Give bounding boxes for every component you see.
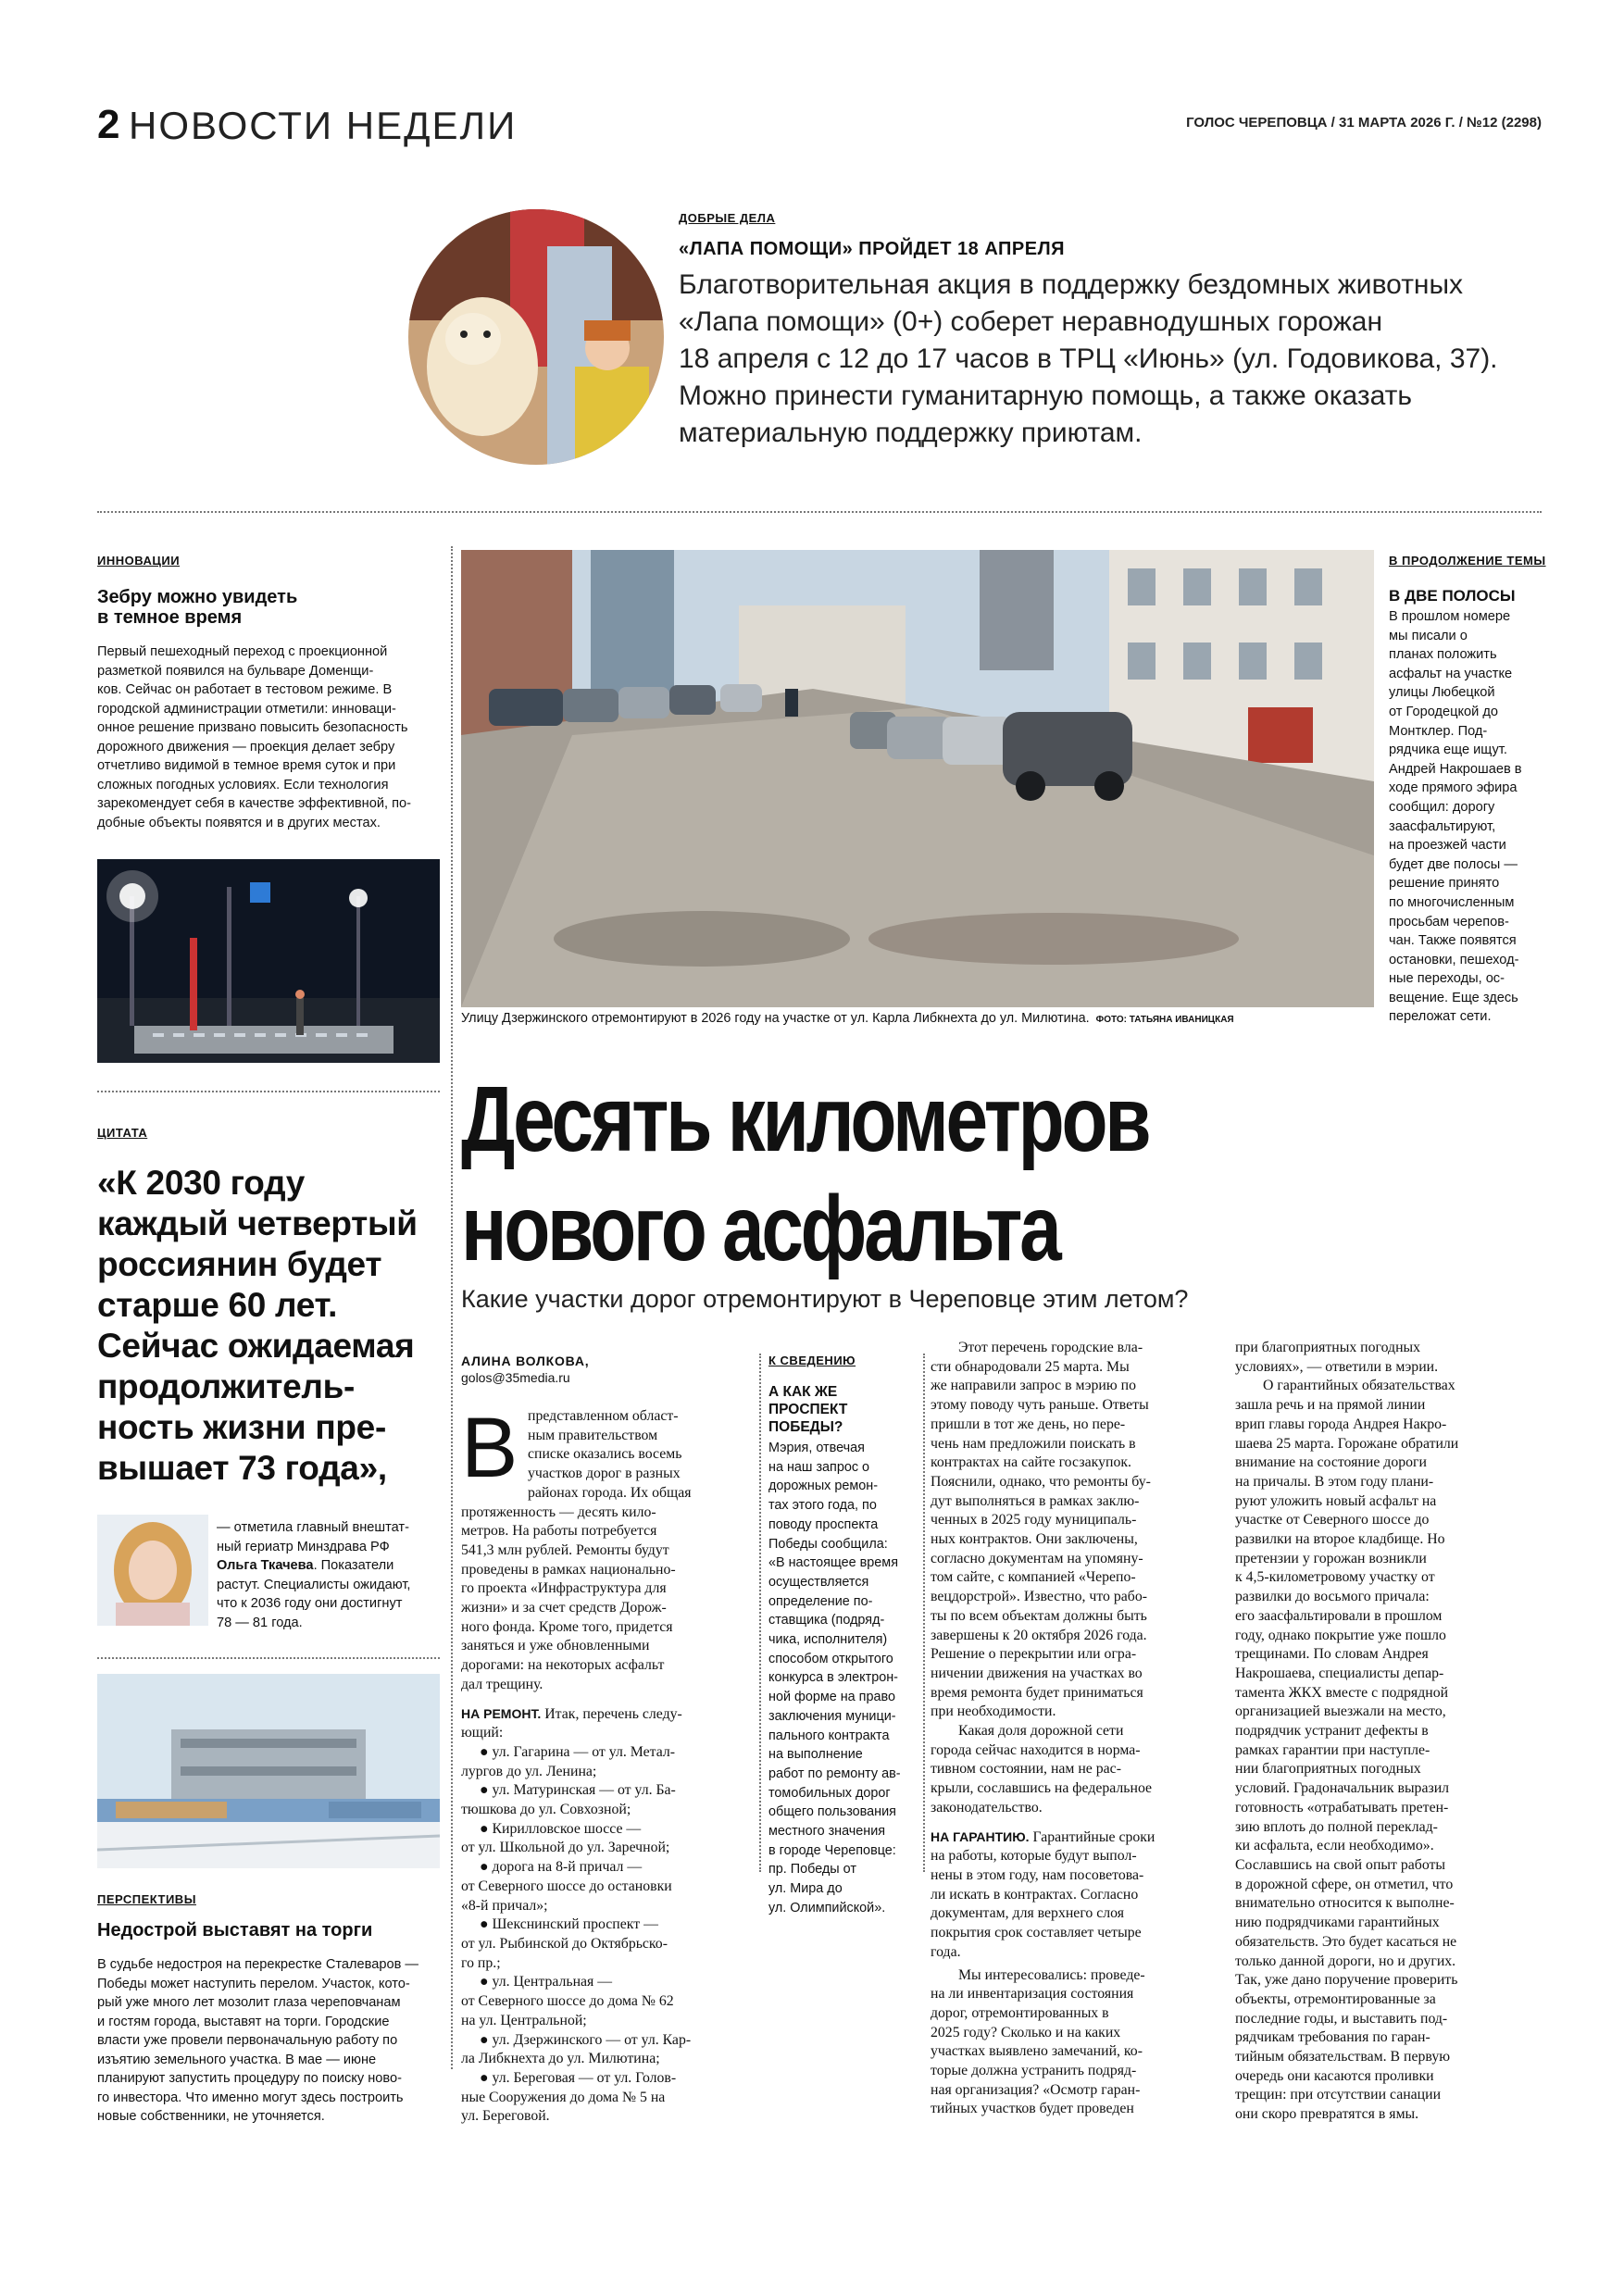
text-line: условий. Градоначальник выразил [1235, 1780, 1450, 1797]
text-line: Этот перечень городские вла- [958, 1340, 1143, 1355]
text-line: сложных погодных условиях. Если технология [97, 777, 389, 792]
text-line: ли искать в контрактах. Согласно [931, 1886, 1139, 1903]
sidebar-title [768, 1383, 847, 1436]
lead-na-garantiyu: НА ГАРАНТИЮ. [931, 1828, 1030, 1844]
text-line: россиянин будет [97, 1245, 382, 1283]
text-line: Решение о перекрытии или огра- [931, 1646, 1137, 1663]
text-line: тийным обязательствам. В первую [1235, 2049, 1451, 2065]
text-line: зарекомендует себя в качестве эффективной, по- [97, 796, 411, 811]
text-line: власти уже провели первоначальную работу по [97, 2033, 398, 2048]
text-line: дорогами: на некоторых асфальт [461, 1657, 665, 1674]
continuation-title: В ДВЕ ПОЛОСЫ [1389, 587, 1516, 605]
text-line: же направили запрос в мэрию по [931, 1378, 1136, 1394]
text-line: нового асфальта [461, 1177, 1059, 1280]
text-line: организацией выезжали на место, [1235, 1703, 1446, 1720]
text-line: Так, уже дано поручение проверить [1235, 1972, 1458, 1989]
text-line: ПОБЕДЫ? [768, 1419, 843, 1435]
info-rubric: К СВЕДЕНИЮ [768, 1354, 856, 1367]
quote-attribution: — отметила главный внештат- ный гериатр Минздрава РФ Ольга Ткачева. Показатели растут. Специалисты ожидают, что к 2036 году они достигнут 78 — 81 года. [217, 1518, 448, 1632]
text-line: ● ул. Гагарина — от ул. Метал- [480, 1743, 675, 1760]
text-line: трещинами. По словам Андрея [1235, 1646, 1429, 1663]
text-line: дорожного движения — проекция делает зебру [97, 739, 395, 755]
text-line: чень нам предложили поискать в [931, 1435, 1136, 1452]
innovations-text [97, 643, 440, 832]
perspectives-rubric: ПЕРСПЕКТИВЫ [97, 1892, 196, 1906]
text-line: Андрей Накрошаев в [1389, 761, 1522, 777]
text-line: ки асфальта, если необходимо». [1235, 1838, 1434, 1854]
text-line: ла Либкнехта до ул. Милютина; [461, 2051, 660, 2067]
construction-photo [97, 1674, 440, 1868]
author-email: golos@35media.ru [461, 1370, 570, 1385]
text-line: развилки до восьмого причала: [1235, 1589, 1430, 1605]
text-line: к 4,5-километровому участку от [1235, 1569, 1435, 1586]
text-line: жизни» и за счет средств Дорож- [461, 1600, 667, 1616]
text-line: том сайте, с компанией «Черепо- [931, 1569, 1136, 1586]
night-crosswalk-photo [97, 859, 440, 1063]
text-line: на работы, которые будут выпол- [931, 1848, 1137, 1865]
quote-rubric: ЦИТАТА [97, 1126, 148, 1140]
text-line: Победы может наступить перелом. Участок, кото- [97, 1976, 410, 1991]
text-line: ющий: [461, 1725, 504, 1741]
good-deeds-photo [408, 209, 664, 465]
innovations-rubric: ИННОВАЦИИ [97, 554, 181, 568]
text-line: на ли инвентаризация состояния [931, 1986, 1134, 2003]
text-line: от Северного шоссе до остановки [461, 1878, 672, 1894]
text-line: ● ул. Дзержинского — от ул. Кар- [480, 2031, 692, 2048]
text-line: сти обнародовали 25 марта. Мы [931, 1358, 1130, 1375]
sidebar-text [768, 1439, 917, 1918]
perspectives-text [97, 1955, 449, 2127]
article-subtitle: Какие участки дорог отремонтируют в Череповце этим летом? [461, 1285, 1189, 1313]
text-line: Можно принести гуманитарную помощь, а также оказать [679, 381, 1413, 411]
text-line: В прошлом номере [1389, 609, 1511, 624]
text-line: нены в этом году, нам посоветова- [931, 1866, 1144, 1883]
text-line: заняться и уже обновленными [461, 1638, 650, 1654]
text-line: Мы интересовались: проведе- [958, 1966, 1145, 1983]
lead-na-remont: НА РЕМОНТ. [461, 1705, 542, 1721]
text-line: руют уложить новый асфальт на [1235, 1492, 1437, 1509]
text-line: очередь они касаются проливки [1235, 2067, 1434, 2084]
text-line: го пр.; [461, 1954, 501, 1971]
text-line: ный гериатр Минздрава РФ [217, 1539, 390, 1554]
text-line: тах этого года, по [768, 1498, 877, 1514]
page-header [97, 100, 1542, 152]
text-line: Монтклер. Под- [1389, 723, 1488, 739]
text-line: ● ул. Матуринская — от ул. Ба- [480, 1782, 676, 1799]
text-line: покрытия срок составляет четыре [931, 1925, 1142, 1941]
text-line: новые собственники, не уточняется. [97, 2109, 325, 2124]
text-line: его заасфальтировали в прошлом [1235, 1607, 1443, 1624]
text-line: способом открытого [768, 1651, 893, 1666]
text-line: зию вплоть до полной переклад- [1235, 1818, 1438, 1835]
text-line: ные переходы, ос- [1389, 971, 1505, 987]
text-line: этому поводу чуть раньше. Ответы [931, 1397, 1149, 1414]
text-line: вышает 73 года», [97, 1449, 387, 1487]
text-line: онное решение призвано повысить безопасность [97, 720, 408, 735]
text-line: согласно документам на упомяну- [931, 1550, 1143, 1566]
text-line: трещин: при отсутствии санации [1235, 2087, 1442, 2103]
text-line: томобильных дорог [768, 1785, 891, 1801]
text-line: рядчикам требования по гаран- [1235, 2029, 1430, 2046]
text-line: общего пользования [768, 1804, 896, 1820]
text-line: добные объекты появятся и в других местах. [97, 815, 381, 830]
text-line: году, однако покрытие уже пошло [1235, 1627, 1446, 1643]
text-line: планируют запустить процедуру по поиску ново- [97, 2071, 402, 2086]
text-line: развилки на второе кладбище. Но [1235, 1531, 1445, 1548]
text-line: пр. Победы от [768, 1862, 856, 1878]
section-divider [97, 511, 1542, 513]
text-line: крыли, сославшись на федеральное [931, 1780, 1153, 1797]
text-line: городской администрации отметили: инноваци- [97, 701, 396, 717]
text-line: ков. Сейчас он работает в тестовом режиме. В [97, 682, 393, 697]
text-line: условиях», — ответили в мэрии. [1235, 1358, 1439, 1375]
text-line: переложат сети. [1389, 1009, 1492, 1025]
text-line: Зебру можно увидеть [97, 587, 298, 607]
text-line: на ул. Центральной; [461, 2012, 587, 2028]
page-number: 2 [97, 102, 120, 147]
text-line: внимательно относится к выполне- [1235, 1895, 1455, 1912]
text-line: Сославшись на свой опыт работы [1235, 1856, 1446, 1873]
text-line: каждый четвертый [97, 1204, 418, 1242]
text-line: объекты, отремонтированные за [1235, 1990, 1436, 2007]
text-line: работ по ремонту ав- [768, 1766, 901, 1781]
text-line: они скоро превратятся в ямы. [1235, 2106, 1419, 2123]
text-line: тийных участков будет проведен [931, 2101, 1134, 2117]
byline [461, 1354, 589, 1385]
text-line: остановки, пешеход- [1389, 952, 1519, 967]
article-col4 [1235, 1339, 1541, 2125]
author: АЛИНА ВОЛКОВА, [461, 1354, 590, 1368]
text-line: в темное время [97, 607, 243, 628]
text-line: законодательство. [931, 1799, 1043, 1816]
text-line: ность жизни пре- [97, 1408, 386, 1446]
text-line: местного значения [768, 1824, 886, 1840]
text-line: ным правительством [528, 1427, 658, 1443]
photo-credit: ФОТО: ТАТЬЯНА ИВАНИЦКАЯ [1095, 1015, 1234, 1025]
text-line: претензии у горожан возникли [1235, 1550, 1427, 1566]
text-line: ного фонда. Кроме того, придется [461, 1618, 673, 1635]
text-line: тамента ЖКХ вместе с подрядной [1235, 1684, 1449, 1701]
text-line: от ул. Рыбинской до Октябрьско- [461, 1935, 668, 1952]
text-line: Десять километров [461, 1067, 1149, 1171]
text-line: документам, для верхнего слоя [931, 1905, 1125, 1922]
text-line: заключения муници- [768, 1708, 896, 1724]
text-line: О гарантийных обязательствах [1263, 1378, 1455, 1394]
text-line: на выполнение [768, 1747, 863, 1763]
text-line: ставщика (подряд- [768, 1613, 885, 1628]
text-line: «8-й причал»; [461, 1897, 548, 1914]
text-line: ● Кирилловское шоссе — [480, 1820, 642, 1837]
text-line: чика, исполнителя) [768, 1632, 888, 1648]
text-line: А КАК ЖЕ [768, 1384, 838, 1400]
text-line: последние годы, и выставить под- [1235, 2010, 1448, 2027]
text-line: подрядчик устранит дефекты в [1235, 1723, 1429, 1740]
article-col3 [931, 1339, 1227, 2119]
text-line: на причалы. В этом году плани- [1235, 1473, 1434, 1490]
text-line: Гарантийные сроки [1029, 1828, 1156, 1845]
text-line: завершены к 20 октября 2026 года. [931, 1627, 1147, 1643]
text-line: участке от Северного шоссе до [1235, 1512, 1430, 1529]
text-line: Пояснили, однако, что ремонты бу- [931, 1473, 1151, 1490]
text-line: и гостям города, выставят на торги. Городские [97, 2014, 390, 2029]
text-line: что к 2036 году они достигнут [217, 1596, 403, 1611]
text-line: Победы сообщила: [768, 1536, 888, 1552]
text-line: ных контрактов. Они заключены, [931, 1531, 1138, 1548]
text-line: зашла речь и на прямой линии [1235, 1397, 1426, 1414]
text-line: время ремонта будет приниматься [931, 1684, 1143, 1701]
text-line: В судьбе недостроя на перекрестке Сталеваров — [97, 1957, 418, 1972]
text-line: от Северного шоссе до дома № 62 [461, 1993, 674, 2010]
left-divider-2 [97, 1657, 440, 1659]
text-line: представленном област- [528, 1408, 679, 1424]
text-line: изъятию земельного участка. В мае — июне [97, 2052, 377, 2067]
text-line: чан. Также появятся [1389, 933, 1517, 949]
text-line: проведены в рамках национально- [461, 1561, 676, 1578]
text-line: ные Сооружения до дома № 5 на [461, 2089, 666, 2105]
text-line: продолжитель- [97, 1367, 356, 1405]
text-line: города сейчас находится в норма- [931, 1741, 1141, 1758]
text-line: ченных в 2025 году муниципаль- [931, 1512, 1137, 1529]
text-line: поводу проспекта [768, 1516, 879, 1532]
quote-attr-name: Ольга Ткачева [217, 1558, 314, 1573]
text-line: асфальт на участке [1389, 666, 1513, 681]
text-line: сообщил: дорогу [1389, 799, 1495, 815]
dropcap: В [461, 1401, 518, 1495]
text-line: отчетливо видимой в темное время суток и при [97, 758, 396, 773]
main-photo-caption [461, 1011, 1378, 1026]
text-line: осуществляется [768, 1574, 869, 1590]
text-line: Накрошаева, специалисты депар- [1235, 1665, 1444, 1681]
text-line: нии благоприятных погодных [1235, 1761, 1421, 1778]
text-line: ул. Береговой. [461, 2108, 550, 2125]
text-line: списке оказались восемь [528, 1446, 682, 1463]
text-line: шаева 25 марта. Горожане обратили [1235, 1435, 1459, 1452]
text-line: дут выполняться в рамках заклю- [931, 1492, 1140, 1509]
text-line: 18 апреля с 12 до 17 часов в ТРЦ «Июнь» (ул. Годовикова, 37). [679, 343, 1498, 374]
text-line: 541,3 млн рублей. Ремонты будут [461, 1541, 669, 1558]
good-deeds-title: «ЛАПА ПОМОЩИ» ПРОЙДЕТ 18 АПРЕЛЯ [679, 239, 1065, 259]
text-line: вецдорстрой». Известно, что рабо- [931, 1589, 1147, 1605]
text-line: ничении движения на участках во [931, 1665, 1143, 1681]
text-line: материальную поддержку приютам. [679, 418, 1143, 448]
text-line: го проекта «Инфраструктура для [461, 1580, 667, 1597]
text-line: ПРОСПЕКТ [768, 1402, 848, 1417]
text-line: рядчика еще ищут. [1389, 742, 1507, 758]
text-line: нию подрядчиками гарантийных [1235, 1915, 1440, 1931]
text-line: ● Шекснинский проспект — [480, 1916, 658, 1933]
text-line: районах города. Их общая [528, 1484, 692, 1501]
text-line: — отметила главный внештат- [217, 1520, 409, 1535]
text-line: планах положить [1389, 647, 1497, 663]
text-line: при необходимости. [931, 1703, 1056, 1720]
article-headline [461, 1065, 1342, 1283]
perspectives-title: Недострой выставят на торги [97, 1920, 373, 1940]
text-line: ● ул. Береговая — от ул. Голов- [480, 2069, 677, 2086]
text-line: Сейчас ожидаемая [97, 1327, 415, 1365]
main-street-photo [461, 550, 1374, 1007]
text-line: от Городецкой до [1389, 704, 1498, 719]
masthead: ГОЛОС ЧЕРЕПОВЦА / 31 МАРТА 2026 Г. / №12 (2298) [1186, 115, 1542, 131]
text-line: метров. На работы потребуется [461, 1523, 657, 1540]
text-line: ● ул. Центральная — [480, 1974, 613, 1990]
text-line: в дорожной сфере, он отметил, что [1235, 1876, 1454, 1892]
text-line: протяженность — десять кило- [461, 1504, 656, 1520]
text-line: 2025 году? Сколько и на каких [931, 2024, 1121, 2040]
text-line: ул. Мира до [768, 1881, 843, 1897]
innovations-title [97, 587, 297, 628]
text-line: ходе прямого эфира [1389, 780, 1518, 796]
text-line: просьбам черепов- [1389, 914, 1509, 930]
text-line: Первый пешеходный переход с проекционной [97, 644, 388, 659]
text-line: дал трещину. [461, 1676, 543, 1692]
text-line: на наш запрос о [768, 1459, 870, 1475]
continuation-text [1389, 607, 1546, 1027]
text-line: участках выявлено замечаний, ко- [931, 2043, 1143, 2060]
text-line: разметкой появился на бульваре Доменщи- [97, 663, 374, 679]
left-divider [97, 1091, 440, 1092]
text-line: будет две полосы — [1389, 856, 1518, 872]
text-line: Благотворительная акция в поддержку бездомных животных [679, 269, 1464, 300]
text-line: ул. Олимпийской». [768, 1900, 886, 1915]
text-line: Какая доля дорожной сети [958, 1723, 1124, 1740]
text-line: рый уже много лет мозолит глаза череповчанам [97, 1995, 401, 2010]
good-deeds-rubric: ДОБРЫЕ ДЕЛА [679, 211, 776, 225]
text-line: врип главы города Андрея Накро- [1235, 1416, 1447, 1432]
text-line: дорожных ремон- [768, 1479, 878, 1494]
text-line: улицы Любецкой [1389, 685, 1495, 701]
text-line: старше 60 лет. [97, 1286, 338, 1324]
text-line: торые должна устранить подряд- [931, 2063, 1137, 2079]
text-line: пришли в тот же день, но пере- [931, 1416, 1126, 1432]
col-divider-1 [759, 1354, 761, 1872]
good-deeds-text [679, 267, 1549, 452]
text-line: вещение. Еще здесь [1389, 990, 1518, 1005]
text-line: года. [931, 1943, 961, 1960]
column-divider-left [451, 546, 453, 2069]
text-line: рамках гарантии при наступле- [1235, 1741, 1430, 1758]
text-line: «К 2030 году [97, 1164, 305, 1202]
text-line: «Лапа помощи» (0+) соберет неравнодушных горожан [679, 306, 1383, 337]
text-line: внимание на состояние дороги [1235, 1454, 1427, 1471]
text-line: ты по всем объектам должны быть [931, 1607, 1147, 1624]
text-line: лургов до ул. Ленина; [461, 1763, 597, 1779]
text-line: определение по- [768, 1593, 873, 1609]
text-line: «В настоящее время [768, 1555, 898, 1571]
text-line: го инвестора. Что именно могут здесь построить [97, 2090, 404, 2105]
text-line: тивном состоянии, нам не рас- [931, 1761, 1121, 1778]
text-line: ной форме на право [768, 1690, 895, 1705]
text-line: ● дорога на 8-й причал — [480, 1859, 643, 1876]
text-line: Мэрия, отвечая [768, 1441, 865, 1455]
text-line: Итак, перечень следу- [541, 1705, 682, 1722]
text-line: 78 — 81 года. [217, 1615, 303, 1630]
text-line: участков дорог в разных [528, 1466, 681, 1482]
text-line: при благоприятных погодных [1235, 1340, 1421, 1355]
text-line: тюшкова до ул. Совхозной; [461, 1802, 631, 1818]
quote-text [97, 1163, 449, 1489]
text-line: решение принято [1389, 876, 1500, 892]
text-line: по многочисленным [1389, 894, 1515, 910]
text-line: готовность «отрабатывать претен- [1235, 1799, 1449, 1816]
section-title: НОВОСТИ НЕДЕЛИ [129, 104, 518, 147]
continuation-rubric: В ПРОДОЛЖЕНИЕ ТЕМЫ [1389, 554, 1546, 568]
text-line: обязательств. Это будет касаться не [1235, 1933, 1457, 1950]
text-line: на проезжей части [1389, 838, 1506, 854]
text-line: от ул. Школьной до ул. Заречной; [461, 1840, 670, 1856]
text-line: заасфальтируют, [1389, 818, 1496, 834]
text-line: в городе Череповце: [768, 1842, 896, 1858]
text-line: контрактах на сайте госзакупок. [931, 1454, 1131, 1471]
text-line: ная организация? «Осмотр гаран- [931, 2081, 1141, 2098]
text-line: мы писали о [1389, 628, 1468, 643]
text-line: дорог, отремонтированных в [931, 2004, 1109, 2021]
text-line: конкурса в электрон- [768, 1670, 898, 1686]
text-line: только данной дороги, но и других. [1235, 1953, 1456, 1969]
col-divider-2 [923, 1354, 925, 1872]
text-line: пального контракта [768, 1728, 890, 1743]
article-col1 [461, 1401, 757, 2127]
text-line: растут. Специалисты ожидают, [217, 1577, 411, 1592]
tkacheva-portrait [97, 1515, 208, 1626]
caption-text: Улицу Дзержинского отремонтируют в 2026 году на участке от ул. Карла Либкнехта до ул. Милютина. [461, 1011, 1090, 1026]
